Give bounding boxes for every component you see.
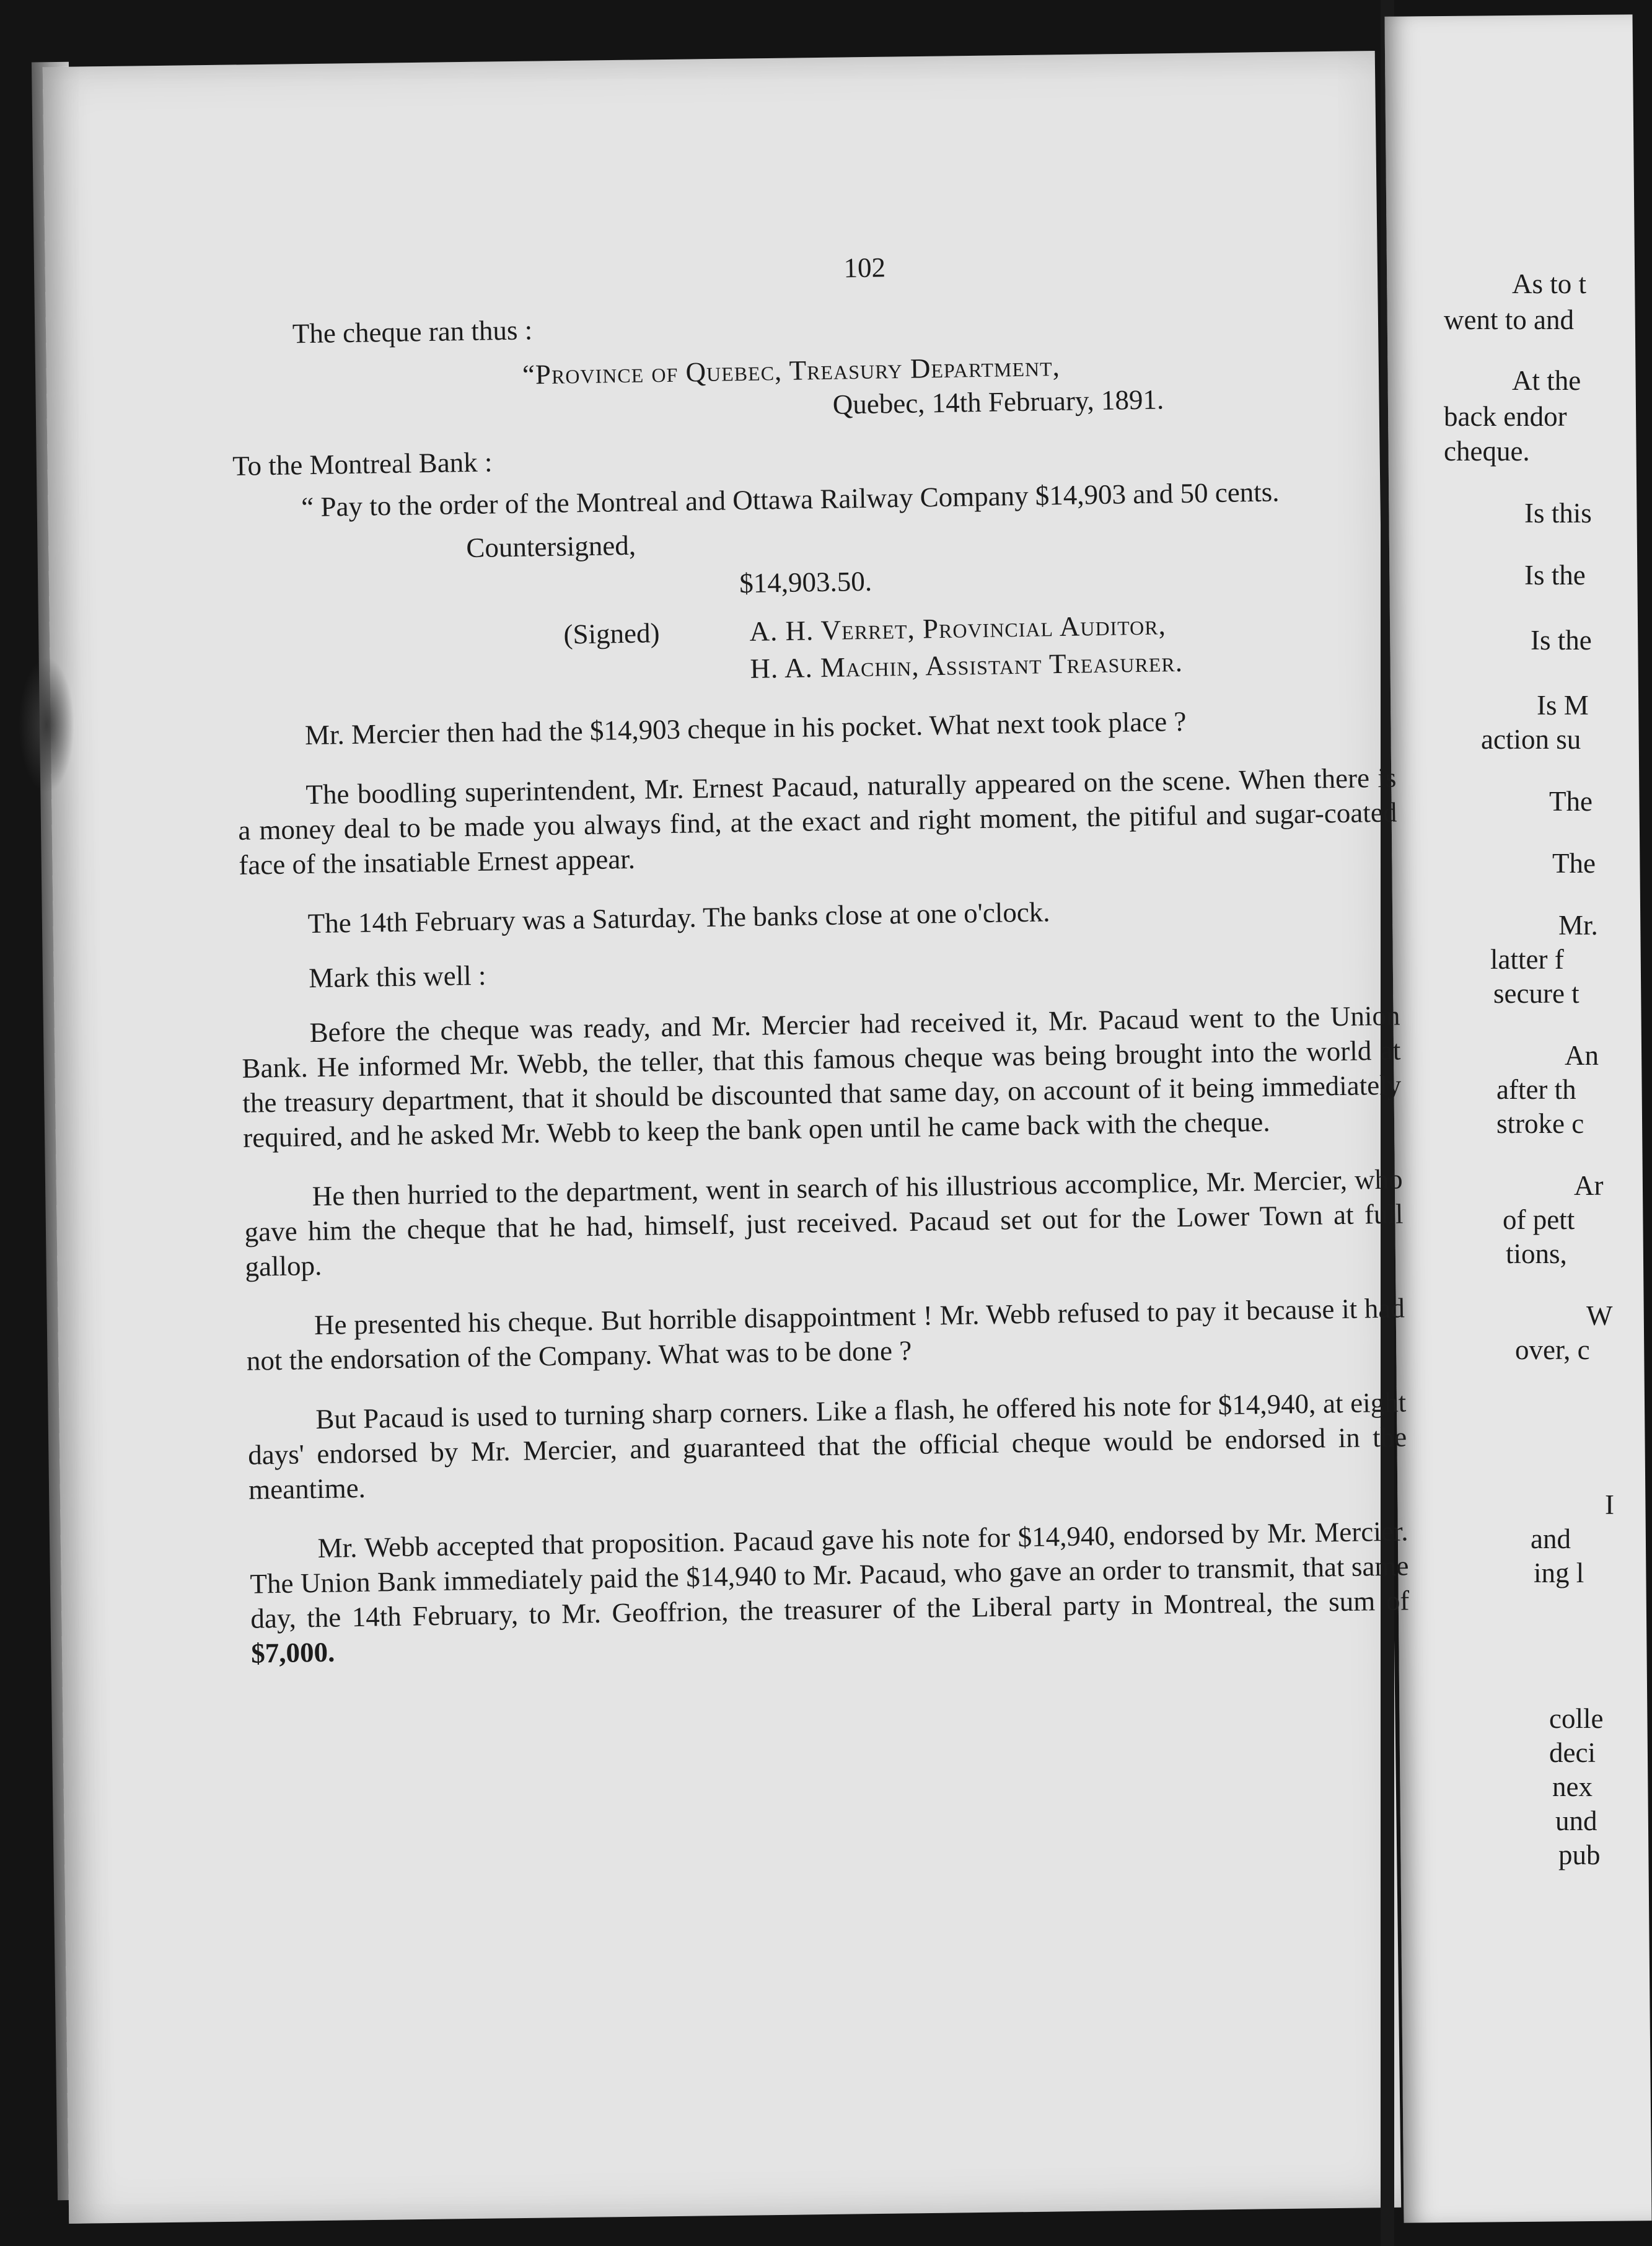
right-fragment: Mr. — [1558, 910, 1598, 941]
right-fragment: At the — [1512, 365, 1581, 396]
right-fragment: stroke c — [1496, 1108, 1584, 1139]
right-fragment: The — [1552, 848, 1596, 879]
right-fragment: after th — [1496, 1074, 1576, 1105]
page-number: 102 — [843, 252, 886, 284]
right-fragment: I — [1605, 1489, 1614, 1520]
right-fragment: cheque. — [1444, 436, 1530, 467]
scan-smudge — [19, 657, 74, 793]
right-fragment: over, c — [1515, 1334, 1590, 1365]
right-fragment: back endor — [1444, 401, 1567, 432]
paragraph: Mark this well : — [308, 959, 486, 994]
right-fragment: Is this — [1524, 498, 1592, 529]
right-fragment: As to t — [1512, 268, 1587, 299]
paragraph: Before the cheque was ready, and Mr. Mercier had received it, Mr. Pacaud went to the Union Bank. He informed Mr. Webb, the teller, that this famous cheque was being brought into the world at the treasury department, that it should be discounted that same day, on account of it being immediately required, and he asked Mr. Webb to keep the bank open until he came back with the cheque. — [242, 1000, 1402, 1153]
signed-label: (Signed) — [563, 617, 660, 650]
paragraph: But Pacaud is used to turning sharp corners. Like a flash, he offered his note for $14,940, at eight days' endorsed by Mr. Mercier, and guaranteed that the official cheque would be endorsed in the meantime. — [247, 1386, 1407, 1505]
signature-treasurer: H. A. Machin, Assistant Treasurer. — [750, 646, 1184, 684]
right-fragment: of pett — [1503, 1204, 1575, 1235]
paragraph-last — [249, 1513, 1410, 1670]
paragraph: He presented his cheque. But horrible disappointment ! Mr. Webb refused to pay it because it had not the endorsation of the Company. What was to be done ? — [246, 1292, 1405, 1376]
intro-line: The cheque ran thus : — [292, 314, 533, 350]
right-fragment: secure t — [1493, 978, 1580, 1009]
right-fragment: went to and — [1444, 304, 1574, 335]
cheque-amount: $14,903.50. — [739, 565, 872, 599]
right-fragment: action su — [1481, 724, 1581, 755]
right-fragment: and — [1531, 1523, 1571, 1554]
right-fragment: Ar — [1574, 1170, 1604, 1201]
countersigned: Countersigned, — [465, 529, 636, 564]
cheque-body: “ Pay to the order of the Montreal and Ottawa Railway Company $14,903 and 50 cents. — [301, 476, 1280, 523]
right-fragment: Is M — [1537, 690, 1589, 721]
paragraph: The 14th February was a Saturday. The banks close at one o'clock. — [307, 896, 1050, 940]
right-fragment: deci — [1549, 1737, 1596, 1768]
right-fragment: ing l — [1534, 1557, 1584, 1588]
right-fragment: An — [1565, 1040, 1599, 1071]
letterhead-line-1: “Province of Quebec, Treasury Department, — [522, 350, 1061, 390]
right-fragment: pub — [1558, 1839, 1601, 1870]
signature-auditor: A. H. Verret, Provincial Auditor, — [749, 609, 1167, 647]
right-fragment: W — [1586, 1300, 1613, 1331]
right-fragment: colle — [1549, 1703, 1604, 1734]
highlighted-amount: $7,000. — [250, 1636, 335, 1669]
right-fragment: tions, — [1506, 1238, 1567, 1269]
salutation: To the Montreal Bank : — [232, 446, 493, 482]
right-fragment: The — [1549, 786, 1593, 817]
page-content — [229, 242, 1410, 1696]
letterhead-line-2: Quebec, 14th February, 1891. — [832, 384, 1164, 420]
right-fragment: und — [1555, 1805, 1597, 1836]
paragraph: Mr. Mercier then had the $14,903 cheque in his pocket. What next took place ? — [304, 705, 1187, 751]
right-fragment: latter f — [1490, 944, 1564, 975]
right-fragment: Is the — [1524, 560, 1586, 591]
paragraph: He then hurried to the department, went in search of his illustrious accomplice, Mr. Mercier, who gave him the cheque that he had, himself, just received. Pacaud set out for the Lower Town at full gallop. — [244, 1163, 1404, 1282]
right-fragment: nex — [1552, 1771, 1593, 1802]
right-fragment: Is the — [1531, 625, 1592, 656]
paragraph: The boodling superintendent, Mr. Ernest Pacaud, naturally appeared on the scene. When there is a money deal to be made you always find, at the exact and right moment, the pitiful and sugar-coated face of the insatiable Ernest appear. — [238, 762, 1397, 881]
last-paragraph-text: Mr. Webb accepted that proposition. Pacaud gave his note for $14,940, endorsed by Mr. Mercier. The Union Bank immediately paid the $14,940 to Mr. Pacaud, who gave an order to transmit, that same day, the 14th February, to Mr. Geoffrion, the treasurer of the Liberal party in Montreal, the sum of — [250, 1515, 1410, 1634]
